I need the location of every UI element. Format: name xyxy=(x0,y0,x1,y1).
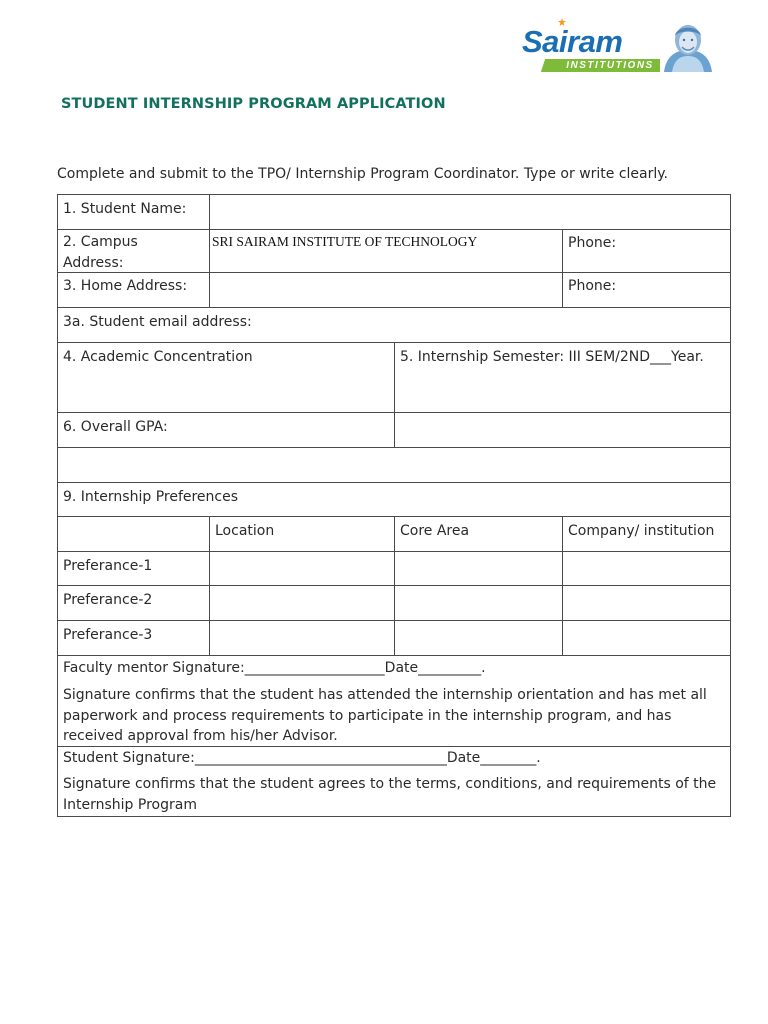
pref-header-company xyxy=(562,516,731,552)
pref-2-company-field[interactable] xyxy=(562,585,731,621)
page-title: STUDENT INTERNSHIP PROGRAM APPLICATION xyxy=(61,96,446,112)
pref-header-core-area-label: Core Area xyxy=(400,523,470,539)
home-phone-label: Phone: xyxy=(568,278,617,294)
internship-semester-label: 5. Internship Semester: III SEM/2ND___Year. xyxy=(400,349,704,365)
faculty-signature-line: Faculty mentor Signature:____________________Date_________. xyxy=(63,660,486,676)
instructions-text: Complete and submit to the TPO/ Internship Program Coordinator. Type or write clearly. xyxy=(57,166,669,182)
student-confirm-text: Signature confirms that the student agrees to the terms, conditions, and requirements of the Internship Program xyxy=(63,776,717,813)
pref-row-label-cell xyxy=(57,585,210,621)
pref-header-location xyxy=(209,516,395,552)
pref-1-location-field[interactable] xyxy=(209,551,395,586)
blank-row[interactable] xyxy=(57,447,731,483)
student-name-label-cell xyxy=(57,194,210,230)
pref-3-core-area-field[interactable] xyxy=(394,620,563,656)
pref-header-location-label: Location xyxy=(215,523,275,539)
student-name-field[interactable] xyxy=(209,194,731,230)
pref-row-label: Preferance-3 xyxy=(63,627,153,643)
gpa-field[interactable] xyxy=(394,412,731,448)
student-signature-line: Student Signature:____________________________________Date________. xyxy=(63,750,541,766)
campus-address-value: SRI SAIRAM INSTITUTE OF TECHNOLOGY xyxy=(212,234,478,249)
student-signature-block[interactable] xyxy=(57,746,731,817)
email-label: 3a. Student email address: xyxy=(63,314,252,330)
pref-1-core-area-field[interactable] xyxy=(394,551,563,586)
star-icon xyxy=(558,18,566,26)
gpa-label-cell xyxy=(57,412,395,448)
application-form xyxy=(58,195,731,817)
academic-concentration-label: 4. Academic Concentration xyxy=(63,349,253,365)
pref-2-core-area-field[interactable] xyxy=(394,585,563,621)
faculty-confirm-text: Signature confirms that the student has attended the internship orientation and has met all paperwork and process requirements to participate in the internship program, and has received approval from his/her Advisor. xyxy=(63,687,707,744)
pref-row-label: Preferance-2 xyxy=(63,592,153,608)
home-address-label-cell xyxy=(57,272,210,308)
campus-phone-field[interactable] xyxy=(562,229,731,273)
logo-subtitle: INSTITUTIONS xyxy=(566,60,654,71)
portrait-icon xyxy=(660,20,716,72)
pref-header-company-label: Company/ institution xyxy=(568,523,715,539)
campus-address-field[interactable] xyxy=(209,229,563,273)
pref-header-empty xyxy=(57,516,210,552)
home-phone-field[interactable] xyxy=(562,272,731,308)
campus-address-label-cell xyxy=(57,229,210,273)
internship-semester-field[interactable] xyxy=(394,342,731,413)
email-field[interactable] xyxy=(57,307,731,343)
preferences-heading-cell xyxy=(57,482,731,517)
preferences-label: 9. Internship Preferences xyxy=(63,489,239,505)
home-address-label: 3. Home Address: xyxy=(63,278,188,294)
student-name-label: 1. Student Name: xyxy=(63,201,187,217)
gpa-label: 6. Overall GPA: xyxy=(63,419,168,435)
pref-1-company-field[interactable] xyxy=(562,551,731,586)
logo-wordmark: Sairam xyxy=(522,24,623,59)
pref-row-label-cell xyxy=(57,551,210,586)
pref-3-location-field[interactable] xyxy=(209,620,395,656)
pref-row-label-cell xyxy=(57,620,210,656)
pref-row-label: Preferance-1 xyxy=(63,558,153,574)
faculty-signature-block[interactable] xyxy=(57,655,731,747)
sairam-logo xyxy=(522,18,716,74)
home-address-field[interactable] xyxy=(209,272,563,308)
pref-header-core-area xyxy=(394,516,563,552)
campus-address-label: 2. Campus Address: xyxy=(63,234,138,271)
pref-3-company-field[interactable] xyxy=(562,620,731,656)
campus-phone-label: Phone: xyxy=(568,235,617,251)
pref-2-location-field[interactable] xyxy=(209,585,395,621)
academic-concentration-field[interactable] xyxy=(57,342,395,413)
